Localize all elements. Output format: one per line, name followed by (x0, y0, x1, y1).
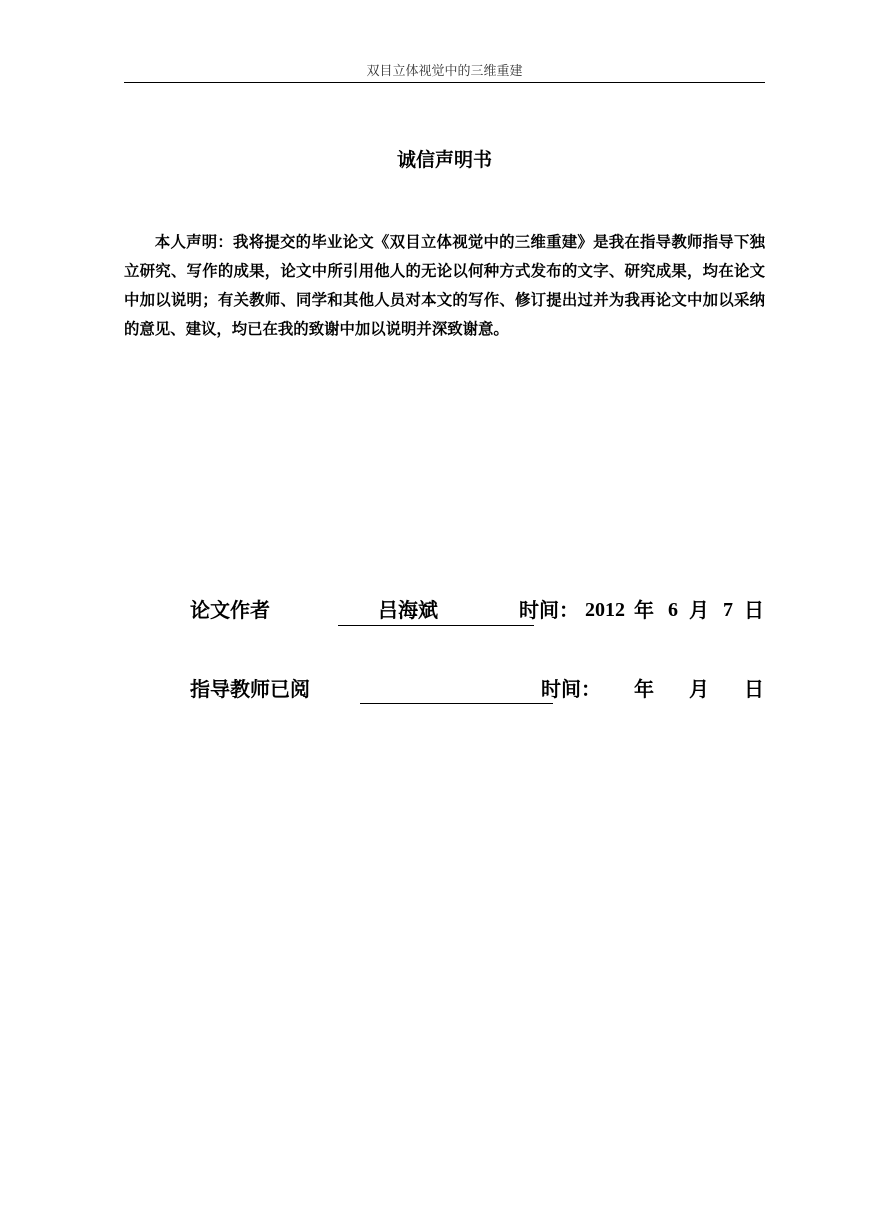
running-header: 双目立体视觉中的三维重建 (366, 64, 523, 79)
advisor-time-label: 时间： (541, 677, 601, 701)
header-rule (124, 82, 765, 83)
author-month: 6 (668, 599, 678, 621)
advisor-day-unit: 日 (744, 677, 764, 701)
author-time-label: 时间： (519, 598, 579, 622)
author-year: 2012 (585, 599, 625, 621)
advisor-month-unit: 月 (689, 677, 709, 701)
author-year-unit: 年 (634, 598, 654, 622)
author-month-unit: 月 (689, 598, 709, 622)
author-day: 7 (723, 599, 733, 621)
author-name: 吕海斌 (378, 598, 438, 622)
declaration-paragraph: 本人声明：我将提交的毕业论文《双目立体视觉中的三维重建》是我在指导教师指导下独立研究、写作的成果，论文中所引用他人的无论以何种方式发布的文字、研究成果，均在论文中加以说明；有关教师、同学和其他人员对本文的写作、修订提出过并为我再论文中加以采纳的意见、建议，均已在我的致谢中加以说明并深致谢意。 (124, 233, 765, 338)
advisor-label: 指导教师已阅 (190, 677, 310, 701)
author-label: 论文作者 (190, 598, 270, 622)
advisor-signature-line (360, 703, 553, 704)
advisor-year-unit: 年 (634, 677, 654, 701)
author-signature-line (338, 625, 534, 626)
author-day-unit: 日 (744, 598, 764, 622)
document-title: 诚信声明书 (396, 149, 492, 171)
